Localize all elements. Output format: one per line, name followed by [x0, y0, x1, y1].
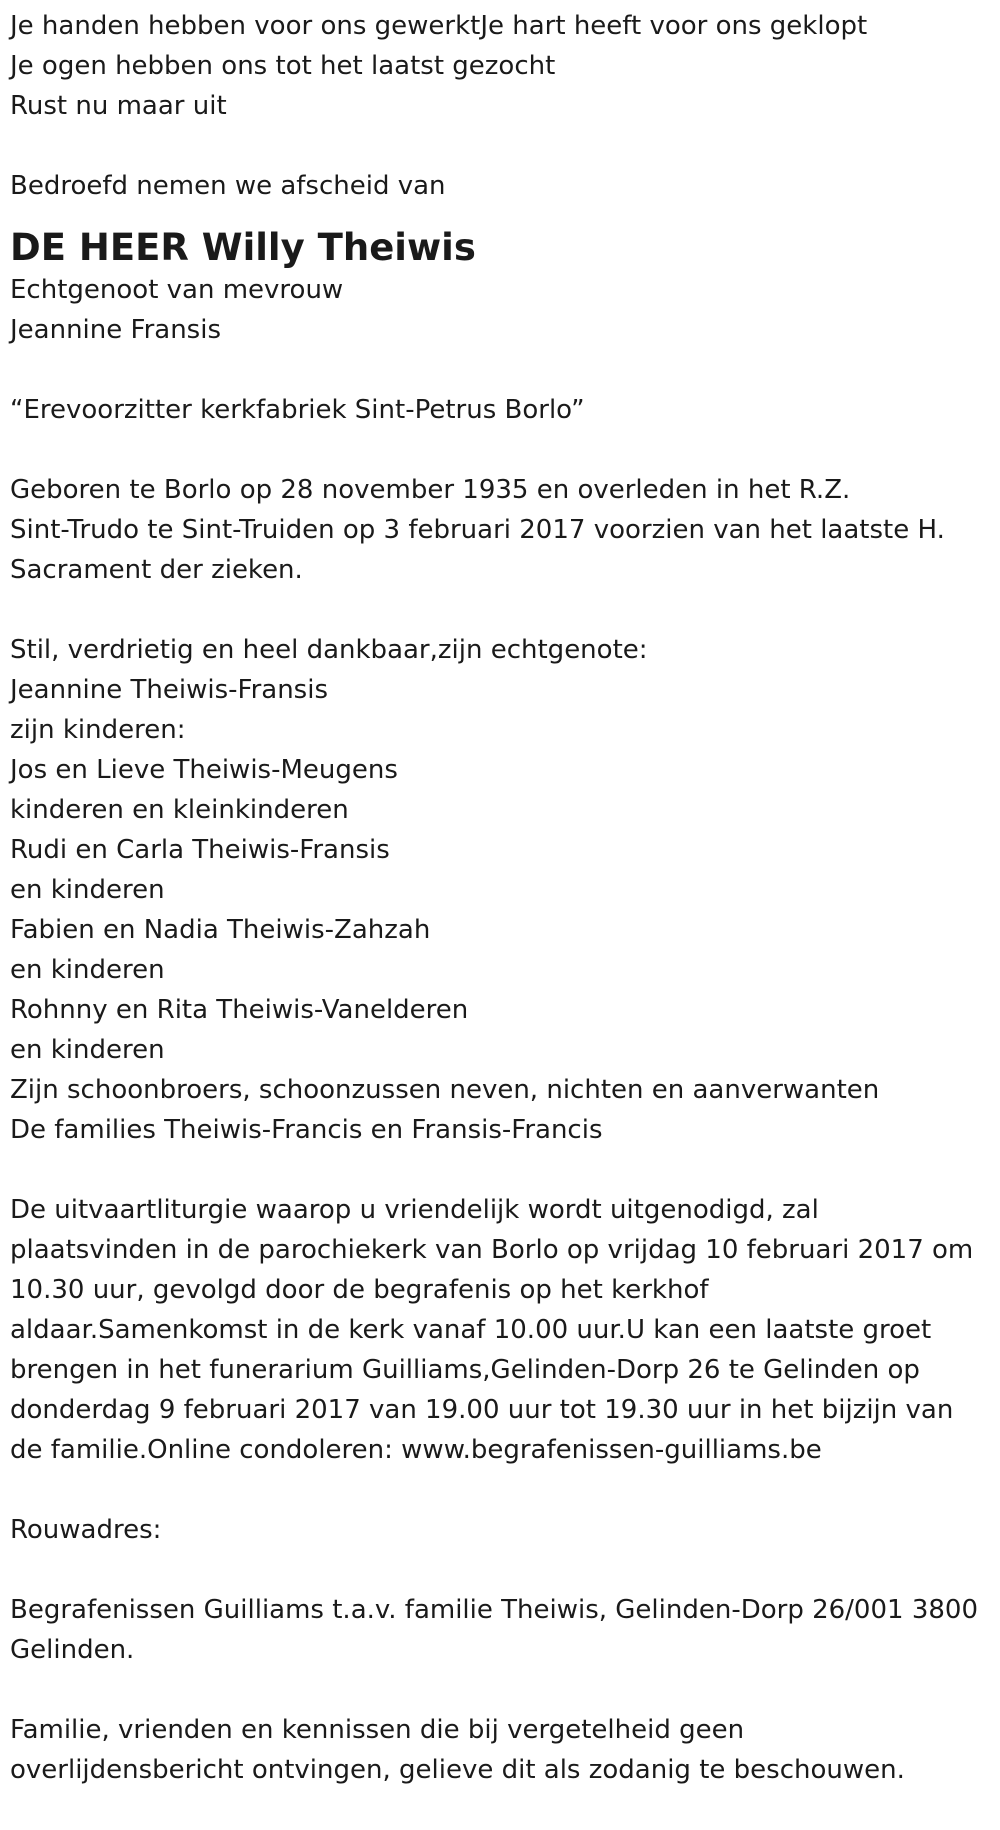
- family-line: Rudi en Carla Theiwis-Fransis: [10, 835, 390, 865]
- address-line: Begrafenissen Guilliams t.a.v. familie Theiwis, Gelinden-Dorp 26/001 3800: [10, 1595, 978, 1625]
- poem-line: Rust nu maar uit: [10, 91, 227, 121]
- spouse-line: Jeannine Fransis: [10, 315, 221, 345]
- family-line: Fabien en Nadia Theiwis-Zahzah: [10, 915, 431, 945]
- obituary-document: [10, 6, 995, 1790]
- funeral-block: [10, 1190, 995, 1470]
- closing-line: overlijdensbericht ontvingen, gelieve dit als zodanig te beschouwen.: [10, 1755, 905, 1785]
- funeral-line: brengen in het funerarium Guilliams,Gelinden-Dorp 26 te Gelinden op: [10, 1355, 920, 1385]
- birth-death-line: Geboren te Borlo op 28 november 1935 en overleden in het R.Z.: [10, 475, 851, 505]
- intro-text: Bedroefd nemen we afscheid van: [10, 171, 446, 201]
- poem-line: Je handen hebben voor ons gewerktJe hart heeft voor ons geklopt: [10, 11, 868, 41]
- spacer: [10, 1150, 995, 1190]
- family-block: [10, 630, 995, 1150]
- spacer: [10, 350, 995, 390]
- spacer: [10, 590, 995, 630]
- funeral-line: plaatsvinden in de parochiekerk van Borlo op vrijdag 10 februari 2017 om: [10, 1235, 974, 1265]
- title-quote: “Erevoorzitter kerkfabriek Sint-Petrus Borlo”: [10, 395, 585, 425]
- birth-death-line: Sacrament der zieken.: [10, 555, 303, 585]
- spacer: [10, 126, 995, 166]
- family-line: zijn kinderen:: [10, 715, 186, 745]
- birth-death-block: [10, 470, 995, 590]
- address-label: Rouwadres:: [10, 1515, 162, 1545]
- funeral-line: aldaar.Samenkomst in de kerk vanaf 10.00 uur.U kan een laatste groet: [10, 1315, 932, 1345]
- address-block: [10, 1590, 995, 1670]
- spacer: [10, 1670, 995, 1710]
- family-line: De families Theiwis-Francis en Fransis-Francis: [10, 1115, 603, 1145]
- spacer: [10, 1470, 995, 1510]
- funeral-line: de familie.Online condoleren: www.begrafenissen-guilliams.be: [10, 1435, 822, 1465]
- family-line: en kinderen: [10, 875, 165, 905]
- family-line: kinderen en kleinkinderen: [10, 795, 349, 825]
- poem-line: Je ogen hebben ons tot het laatst gezocht: [10, 51, 556, 81]
- closing-line: Familie, vrienden en kennissen die bij vergetelheid geen: [10, 1715, 745, 1745]
- family-line: Jeannine Theiwis-Fransis: [10, 675, 328, 705]
- family-line: Stil, verdrietig en heel dankbaar,zijn echtgenote:: [10, 635, 648, 665]
- funeral-line: De uitvaartliturgie waarop u vriendelijk wordt uitgenodigd, zal: [10, 1195, 819, 1225]
- family-line: Zijn schoonbroers, schoonzussen neven, nichten en aanverwanten: [10, 1075, 880, 1105]
- spouse-line: Echtgenoot van mevrouw: [10, 275, 344, 305]
- funeral-line: 10.30 uur, gevolgd door de begrafenis op het kerkhof: [10, 1275, 709, 1305]
- poem-block: [10, 6, 995, 126]
- family-line: Jos en Lieve Theiwis-Meugens: [10, 755, 398, 785]
- address-line: Gelinden.: [10, 1635, 135, 1665]
- deceased-name: DE HEER Willy Theiwis: [10, 226, 476, 269]
- family-line: en kinderen: [10, 955, 165, 985]
- closing-block: [10, 1710, 995, 1790]
- spacer: [10, 430, 995, 470]
- family-line: Rohnny en Rita Theiwis-Vanelderen: [10, 995, 469, 1025]
- funeral-line: donderdag 9 februari 2017 van 19.00 uur tot 19.30 uur in het bijzijn van: [10, 1395, 954, 1425]
- birth-death-line: Sint-Trudo te Sint-Truiden op 3 februari 2017 voorzien van het laatste H.: [10, 515, 945, 545]
- family-line: en kinderen: [10, 1035, 165, 1065]
- spouse-block: [10, 270, 995, 350]
- spacer: [10, 1550, 995, 1590]
